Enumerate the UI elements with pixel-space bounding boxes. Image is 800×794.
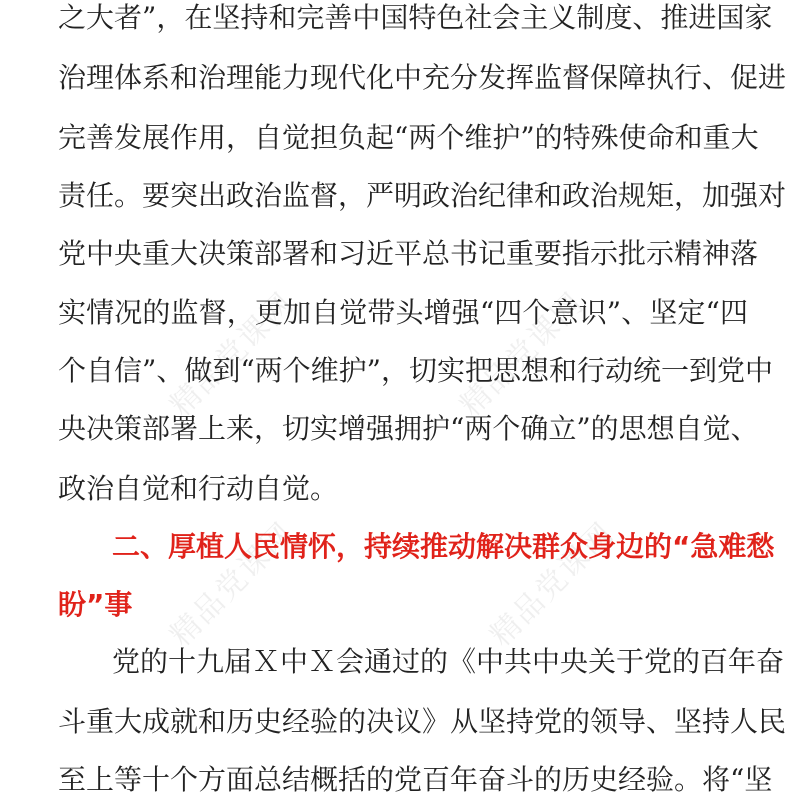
paragraph-line: 党中央重大决策部署和习近平总书记重要指示批示精神落 — [58, 237, 759, 270]
paragraph-line: 至上等十个方面总结概括的党百年奋斗的历史经验。将“坚 — [58, 763, 773, 794]
section-heading: 二、厚植人民情怀，持续推动解决群众身边的“急难愁 — [112, 530, 775, 563]
watermark: 精品党课网 — [163, 285, 302, 424]
paragraph-line: 之大者”，在坚持和完善中国特色社会主义制度、推进国家 — [58, 1, 773, 34]
paragraph-line: 完善发展作用，自觉担负起“两个维护”的特殊使命和重大 — [58, 121, 759, 154]
paragraph-line: 央决策部署上来，切实增强拥护“两个确立”的思想自觉、 — [58, 412, 759, 445]
paragraph-line: 政治自觉和行动自觉。 — [58, 472, 339, 505]
paragraph-line: 斗重大成就和历史经验的决议》从坚持党的领导、坚持人民 — [58, 705, 787, 738]
watermark: 精品党课网 — [163, 515, 302, 654]
watermark: 精品党课网 — [483, 515, 622, 654]
paragraph-line: 实情况的监督，更加自觉带头增强“四个意识”、坚定“四 — [58, 296, 748, 329]
paragraph-line: 责任。要突出政治监督，严明政治纪律和政治规矩，加强对 — [58, 179, 787, 212]
watermark: 精品党课网 — [453, 285, 592, 424]
paragraph-line: 治理体系和治理能力现代化中充分发挥监督保障执行、促进 — [58, 61, 787, 94]
paragraph-line: 个自信”、做到“两个维护”，切实把思想和行动统一到党中 — [58, 354, 773, 387]
section-heading: 盼”事 — [58, 588, 133, 621]
paragraph-line: 党的十九届Ｘ中Ｘ会通过的《中共中央关于党的百年奋 — [112, 645, 785, 678]
